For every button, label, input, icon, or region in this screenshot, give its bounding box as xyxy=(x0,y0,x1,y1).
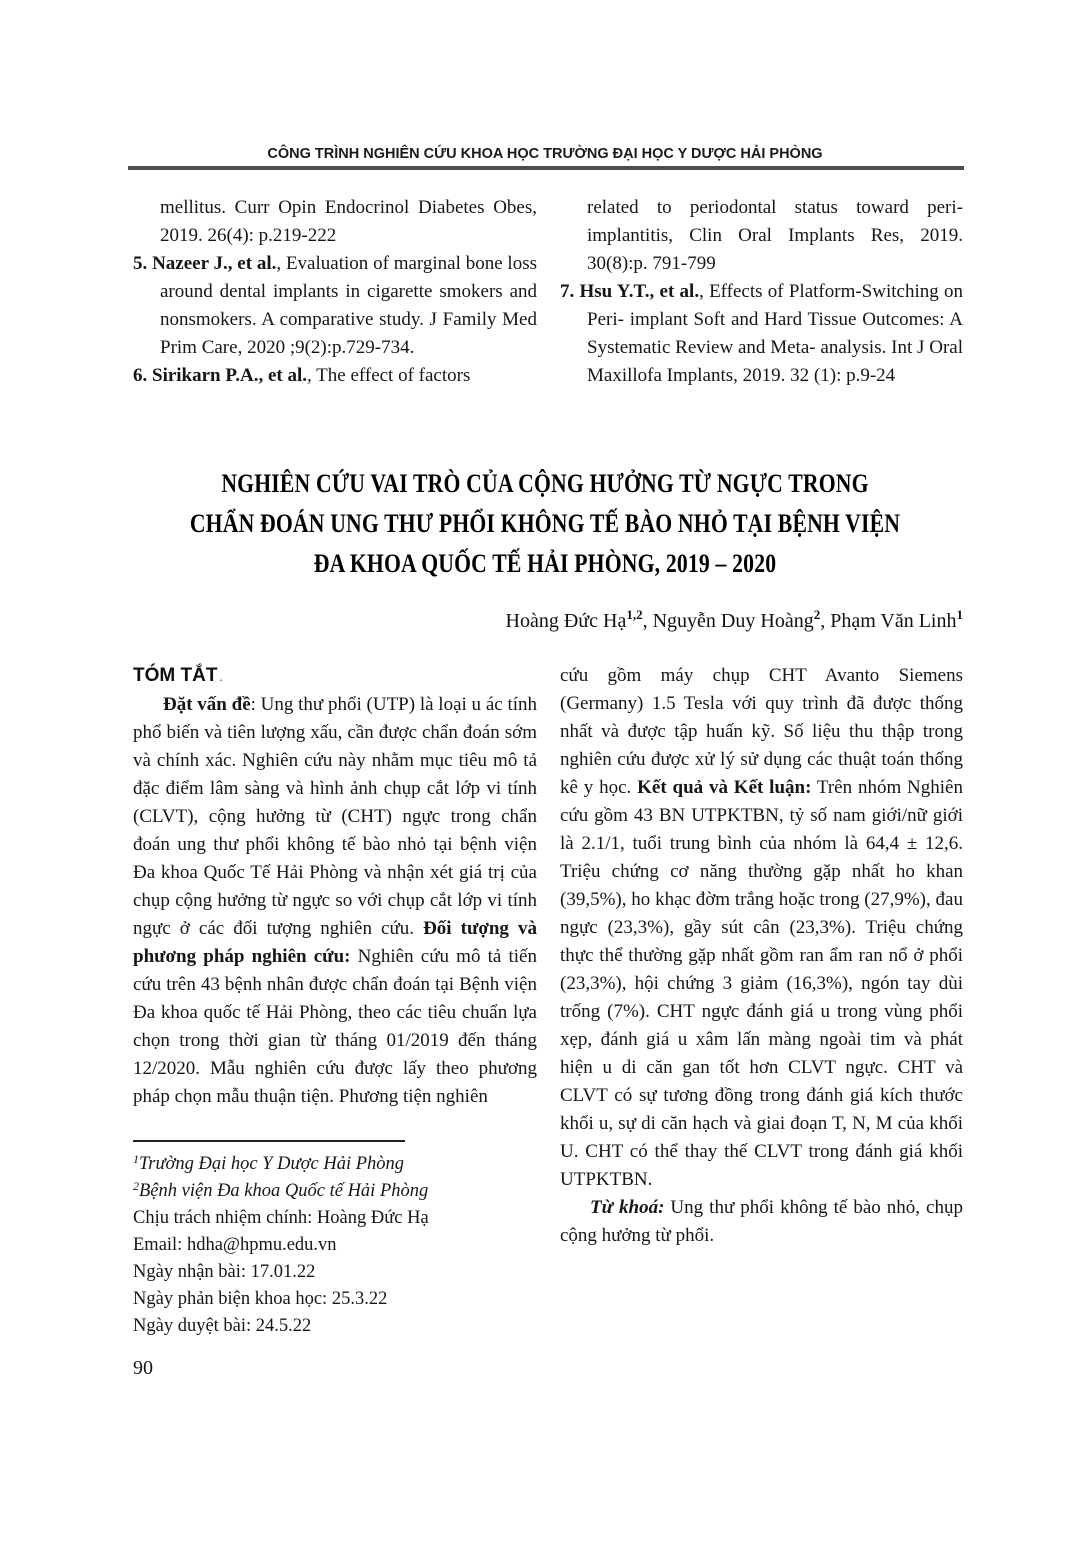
reference-item xyxy=(560,194,963,278)
abstract-paragraph-left xyxy=(133,691,537,1111)
article-title-line: CHẨN ĐOÁN UNG THƯ PHỔI KHÔNG TẾ BÀO NHỎ TẠI BỆNH VIỆN xyxy=(189,509,901,538)
text-segment: Nazeer J., et al. xyxy=(152,253,277,274)
text-segment: Kết quả và Kết luận: xyxy=(637,777,812,798)
abstract-heading-row xyxy=(133,662,537,691)
footnote-block xyxy=(133,1140,537,1340)
abstract-left-column xyxy=(133,662,537,1138)
footnote-text: Chịu trách nhiệm chính: Hoàng Đức Hạ xyxy=(133,1208,429,1228)
superscript: 1,2 xyxy=(626,607,643,622)
text-segment: Ung thư phổi không tế bào nhỏ, chụp cộng hưởng từ phổi. xyxy=(560,1197,963,1246)
article-title xyxy=(90,464,1000,584)
footnote-line xyxy=(133,1286,537,1313)
footnote-text: Email: hdha@hpmu.edu.vn xyxy=(133,1235,337,1255)
journal-header-title: CÔNG TRÌNH NGHIÊN CỨU KHOA HỌC TRƯỜNG ĐẠI HỌC Y DƯỢC HẢI PHÒNG xyxy=(267,146,823,162)
abstract-paragraph-right xyxy=(560,1194,963,1250)
authors-line xyxy=(133,604,963,638)
footnote-text: Ngày duyệt bài: 24.5.22 xyxy=(133,1316,312,1336)
abstract-right-column xyxy=(560,662,963,1250)
text-segment: , Nguyễn Duy Hoàng xyxy=(642,610,814,632)
reference-number: 6. xyxy=(133,365,152,386)
text-segment: Đặt vấn đề xyxy=(163,694,251,715)
footnote-line xyxy=(133,1232,537,1259)
footnote-line xyxy=(133,1151,537,1178)
text-segment: , Phạm Văn Linh xyxy=(820,610,957,632)
footnote-text: Ngày nhận bài: 17.01.22 xyxy=(133,1262,316,1282)
text-segment: Đối tượng và phương pháp nghiên cứu: xyxy=(133,918,537,967)
superscript: 1 xyxy=(133,1152,139,1166)
reference-item xyxy=(133,250,537,362)
footnote-lines xyxy=(133,1151,537,1340)
reference-item xyxy=(560,278,963,390)
footnote-separator xyxy=(133,1140,405,1142)
superscript: 1 xyxy=(956,607,963,622)
text-segment: related to periodontal status toward peri-implantitis, Clin Oral Implants Res, 2019. 30(8):p. 791-799 xyxy=(587,197,963,274)
reference-number: 7. xyxy=(560,281,580,302)
superscript: 2 xyxy=(133,1179,139,1193)
footnote-text: Trường Đại học Y Dược Hải Phòng xyxy=(139,1154,405,1174)
superscript: 2 xyxy=(813,607,821,622)
text-segment: , The effect of factors xyxy=(307,365,471,386)
references-column-1 xyxy=(133,194,537,390)
reference-number: 5. xyxy=(133,253,153,274)
footnote-line xyxy=(133,1205,537,1232)
text-segment: Từ khoá: xyxy=(590,1197,665,1218)
text-segment: , Evaluation of marginal bone loss around dental implants in cigarette smokers and nonsmokers. A comparative study. J Family Med Prim Care, 2020 ;9(2):p.729-734. xyxy=(160,253,537,358)
references-column-2 xyxy=(560,194,963,390)
text-segment: cứu gồm máy chụp CHT Avanto Siemens (Germany) 1.5 Tesla với quy trình đã được thống nhất và được tập huấn kỹ. Số liệu thu thập trong nghiên cứu được xử lý sử dụng các thuật toán thống kê y học. xyxy=(560,665,963,798)
page-number: 90 xyxy=(133,1357,153,1379)
article-title-line: ĐA KHOA QUỐC TẾ HẢI PHÒNG, 2019 – 2020 xyxy=(313,549,777,578)
text-segment: : Ung thư phổi (UTP) là loại u ác tính phổ biến và tiên lượng xấu, cần được chẩn đoán sớm và chính xác. Nghiên cứu này nhằm mục tiêu mô tả đặc điểm lâm sàng và hình ảnh chụp cắt lớp vi tính (CLVT), cộng hưởng từ (CHT) ngực trong chẩn đoán ung thư phổi không tế bào nhỏ tại bệnh viện Đa khoa Quốc Tế Hải Phòng và nhận xét giá trị của chụp cộng hưởng từ ngực so với chụp cắt lớp vi tính ngực ở các đối tượng nghiên cứu. xyxy=(133,694,537,939)
footnote-text: Bệnh viện Đa khoa Quốc tế Hải Phòng xyxy=(139,1181,429,1201)
footnote-line xyxy=(133,1259,537,1286)
text-segment: Hoàng Đức Hạ xyxy=(505,610,627,632)
text-segment: Trên nhóm Nghiên cứu gồm 43 BN UTPKTBN, tỷ số nam giới/nữ giới là 2.1/1, tuổi trung bình của nhóm là 64,4 ± 12,6. Triệu chứng cơ năng thường gặp nhất ho khan (39,5%), ho khạc đờm trắng hoặc trong (27,9%), đau ngực (23,3%), gầy sút cân (23,3%). Triệu chứng thực thể thường gặp nhất gồm ran ẩm ran nổ ở phổi (23,3%), hội chứng 3 giảm (16,3%), ngón tay dùi trống (7%). CHT ngực đánh giá u trong vùng phổi xẹp, đánh giá u xâm lấn màng ngoài tim và phát hiện u di căn gan tốt hơn CLVT ngực. CHT và CLVT có sự tương đồng trong đánh giá kích thước khối u, sự di căn hạch và giai đoạn T, N, M của khối U. CHT có thể thay thế CLVT trong đánh giá khối UTPKTBN. xyxy=(560,777,963,1190)
references-section xyxy=(133,194,963,390)
footnote-text: Ngày phản biện khoa học: 25.3.22 xyxy=(133,1289,388,1309)
abstract-heading-dot: . xyxy=(219,669,223,684)
text-segment: , Effects of Platform-Switching on Peri- implant Soft and Hard Tissue Outcomes: A Systematic Review and Meta- analysis. Int J Oral Maxillofa Implants, 2019. 32 (1): p.9-24 xyxy=(587,281,963,386)
footnote-line xyxy=(133,1178,537,1205)
reference-item xyxy=(133,194,537,250)
abstract-paragraph-right xyxy=(560,662,963,1194)
header-rule xyxy=(128,166,964,170)
text-segment: Sirikarn P.A., et al. xyxy=(152,365,307,386)
article-title-line: NGHIÊN CỨU VAI TRÒ CỦA CỘNG HƯỞNG TỪ NGỰC TRONG xyxy=(221,469,869,498)
abstract-heading: TÓM TẮT xyxy=(133,665,218,686)
footnote-line xyxy=(133,1313,537,1340)
text-segment: Nghiên cứu mô tả tiến cứu trên 43 bệnh nhân được chẩn đoán tại Bệnh viện Đa khoa quốc tế Hải Phòng, theo các tiêu chuẩn lựa chọn trong thời gian từ tháng 01/2019 đến tháng 12/2020. Mẫu nghiên cứu được lấy theo phương pháp chọn mẫu thuận tiện. Phương tiện nghiên xyxy=(133,946,537,1107)
reference-item xyxy=(133,362,537,390)
text-segment: Hsu Y.T., et al. xyxy=(579,281,700,302)
text-segment: mellitus. Curr Opin Endocrinol Diabetes Obes, 2019. 26(4): p.219-222 xyxy=(160,197,537,246)
